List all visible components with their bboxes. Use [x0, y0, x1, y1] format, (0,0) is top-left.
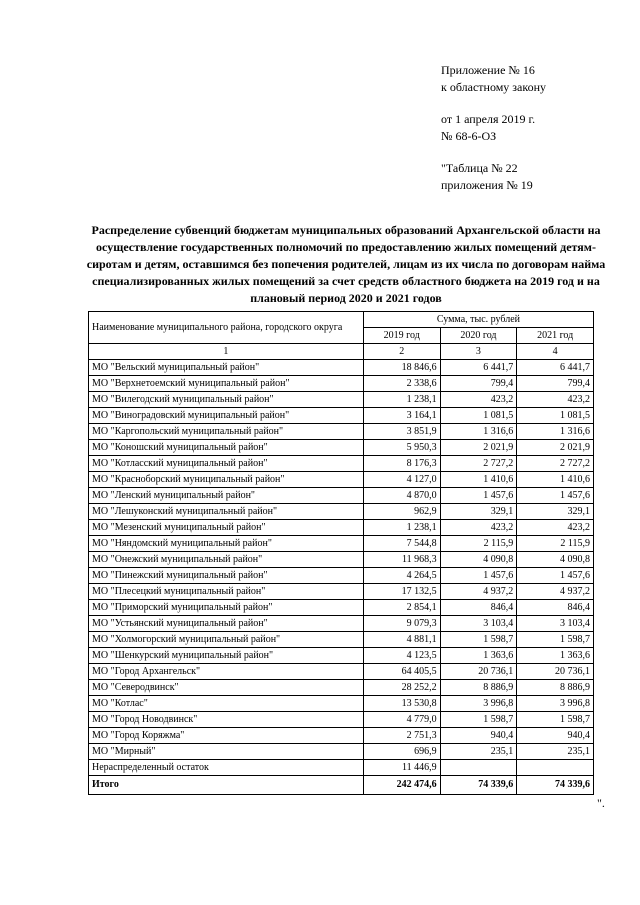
row-value: 1 238,1 — [363, 392, 440, 408]
row-name: МО "Каргопольский муниципальный район" — [89, 424, 364, 440]
row-value: 4 264,5 — [363, 568, 440, 584]
row-value: 2 751,3 — [363, 728, 440, 744]
table-row — [89, 648, 594, 664]
table-row — [89, 424, 594, 440]
row-value: 20 736,1 — [440, 664, 517, 680]
row-value: 846,4 — [517, 600, 594, 616]
row-value: 1 457,6 — [517, 568, 594, 584]
row-value: 696,9 — [363, 744, 440, 760]
row-value: 1 081,5 — [517, 408, 594, 424]
table-row — [89, 632, 594, 648]
row-name: МО "Город Коряжма" — [89, 728, 364, 744]
row-name: МО "Коношский муниципальный район" — [89, 440, 364, 456]
row-value: 235,1 — [517, 744, 594, 760]
row-value: 4 881,1 — [363, 632, 440, 648]
row-value: 1 410,6 — [440, 472, 517, 488]
table-body — [89, 360, 594, 776]
row-value: 8 886,9 — [440, 680, 517, 696]
row-name: МО "Холмогорский муниципальный район" — [89, 632, 364, 648]
table-row — [89, 616, 594, 632]
row-value: 1 457,6 — [440, 488, 517, 504]
row-value: 2 338,6 — [363, 376, 440, 392]
table-row — [89, 712, 594, 728]
row-value: 3 851,9 — [363, 424, 440, 440]
row-name: МО "Пинежский муниципальный район" — [89, 568, 364, 584]
row-name: МО "Приморский муниципальный район" — [89, 600, 364, 616]
row-value: 2 854,1 — [363, 600, 440, 616]
row-value: 2 727,2 — [440, 456, 517, 472]
row-name: МО "Красноборский муниципальный район" — [89, 472, 364, 488]
row-value: 235,1 — [440, 744, 517, 760]
row-name: МО "Ленский муниципальный район" — [89, 488, 364, 504]
row-name: Нераспределенный остаток — [89, 760, 364, 776]
row-value: 11 446,9 — [363, 760, 440, 776]
row-value: 329,1 — [517, 504, 594, 520]
table-row — [89, 744, 594, 760]
row-name: МО "Виноградовский муниципальный район" — [89, 408, 364, 424]
header-name: Наименование муниципального района, городского округа — [89, 312, 364, 344]
row-value: 2 021,9 — [517, 440, 594, 456]
total-row — [89, 776, 594, 795]
row-value: 1 457,6 — [517, 488, 594, 504]
row-value: 799,4 — [517, 376, 594, 392]
table-row — [89, 408, 594, 424]
row-value — [517, 760, 594, 776]
row-value: 8 176,3 — [363, 456, 440, 472]
row-value: 423,2 — [440, 520, 517, 536]
total-2019: 242 474,6 — [363, 776, 440, 795]
row-value: 940,4 — [440, 728, 517, 744]
row-value: 1 316,6 — [440, 424, 517, 440]
table-row — [89, 760, 594, 776]
row-value: 64 405,5 — [363, 664, 440, 680]
annex-date: от 1 апреля 2019 г. — [441, 112, 536, 126]
annex-law-number: № 68-6-ОЗ — [441, 129, 497, 143]
col-number: 4 — [517, 344, 594, 360]
row-value: 1 081,5 — [440, 408, 517, 424]
annex-appendix: приложения № 19 — [441, 178, 533, 192]
row-value: 8 886,9 — [517, 680, 594, 696]
row-name: МО "Плесецкий муниципальный район" — [89, 584, 364, 600]
row-value: 4 123,5 — [363, 648, 440, 664]
row-value: 2 727,2 — [517, 456, 594, 472]
row-name: МО "Мирный" — [89, 744, 364, 760]
row-name: МО "Город Новодвинск" — [89, 712, 364, 728]
row-name: МО "Шенкурский муниципальный район" — [89, 648, 364, 664]
header-year-2021: 2021 год — [517, 328, 594, 344]
annex-header — [441, 62, 631, 194]
row-value: 3 996,8 — [440, 696, 517, 712]
row-value: 4 779,0 — [363, 712, 440, 728]
header-year-2020: 2020 год — [440, 328, 517, 344]
row-value: 846,4 — [440, 600, 517, 616]
row-value: 3 164,1 — [363, 408, 440, 424]
row-value: 1 363,6 — [440, 648, 517, 664]
row-name: МО "Котлас" — [89, 696, 364, 712]
row-value: 1 598,7 — [517, 712, 594, 728]
table-row — [89, 568, 594, 584]
row-name: МО "Вельский муниципальный район" — [89, 360, 364, 376]
annex-number: Приложение № 16 — [441, 63, 535, 77]
row-value: 423,2 — [517, 520, 594, 536]
row-value: 11 968,3 — [363, 552, 440, 568]
col-number: 3 — [440, 344, 517, 360]
col-number: 2 — [363, 344, 440, 360]
table-row — [89, 536, 594, 552]
row-value: 4 090,8 — [440, 552, 517, 568]
row-value: 329,1 — [440, 504, 517, 520]
table-row — [89, 392, 594, 408]
table-row — [89, 488, 594, 504]
table-row — [89, 680, 594, 696]
row-value: 3 996,8 — [517, 696, 594, 712]
row-name: МО "Вилегодский муниципальный район" — [89, 392, 364, 408]
header-year-2019: 2019 год — [363, 328, 440, 344]
closing-quote: ". — [597, 796, 605, 810]
row-value: 2 115,9 — [440, 536, 517, 552]
row-value: 4 090,8 — [517, 552, 594, 568]
table-row — [89, 360, 594, 376]
distribution-table — [88, 311, 594, 795]
row-value: 20 736,1 — [517, 664, 594, 680]
row-value: 1 598,7 — [440, 632, 517, 648]
row-name: МО "Котласский муниципальный район" — [89, 456, 364, 472]
row-name: МО "Верхнетоемский муниципальный район" — [89, 376, 364, 392]
row-value: 1 363,6 — [517, 648, 594, 664]
row-value: 2 021,9 — [440, 440, 517, 456]
table-row — [89, 552, 594, 568]
col-number: 1 — [89, 344, 364, 360]
table-row — [89, 584, 594, 600]
row-value: 3 103,4 — [440, 616, 517, 632]
row-value: 17 132,5 — [363, 584, 440, 600]
table-row — [89, 472, 594, 488]
total-2020: 74 339,6 — [440, 776, 517, 795]
row-name: МО "Город Архангельск" — [89, 664, 364, 680]
row-value: 18 846,6 — [363, 360, 440, 376]
row-name: МО "Мезенский муниципальный район" — [89, 520, 364, 536]
table-row — [89, 728, 594, 744]
row-value: 5 950,3 — [363, 440, 440, 456]
row-value: 3 103,4 — [517, 616, 594, 632]
row-value: 7 544,8 — [363, 536, 440, 552]
row-value: 423,2 — [440, 392, 517, 408]
table-row — [89, 456, 594, 472]
row-name: МО "Северодвинск" — [89, 680, 364, 696]
header-sum: Сумма, тыс. рублей — [363, 312, 593, 328]
row-value: 1 410,6 — [517, 472, 594, 488]
table-row — [89, 376, 594, 392]
row-value: 962,9 — [363, 504, 440, 520]
row-value: 799,4 — [440, 376, 517, 392]
row-value: 423,2 — [517, 392, 594, 408]
row-value: 2 115,9 — [517, 536, 594, 552]
total-2021: 74 339,6 — [517, 776, 594, 795]
row-name: МО "Няндомский муниципальный район" — [89, 536, 364, 552]
row-value: 13 530,8 — [363, 696, 440, 712]
row-name: МО "Лешуконский муниципальный район" — [89, 504, 364, 520]
table-row — [89, 600, 594, 616]
row-value: 6 441,7 — [517, 360, 594, 376]
row-value: 4 937,2 — [517, 584, 594, 600]
row-name: МО "Онежский муниципальный район" — [89, 552, 364, 568]
row-value: 4 127,0 — [363, 472, 440, 488]
document-title: Распределение субвенций бюджетам муниципальных образований Архангельской области на осуществление государственных полномочий по предоставлению жилых помещений детям-сиротам и детям, оставшимся без попечения родителей, лицам из их числа по договорам найма специализированных жилых помещений за счет средств областного бюджета на 2019 год и на плановый период 2020 и 2021 годов — [86, 223, 606, 305]
row-value: 1 457,6 — [440, 568, 517, 584]
row-value: 1 316,6 — [517, 424, 594, 440]
table-row — [89, 504, 594, 520]
table-row — [89, 696, 594, 712]
annex-table-number: "Таблица № 22 — [441, 161, 518, 175]
table-row — [89, 440, 594, 456]
row-value — [440, 760, 517, 776]
table-row — [89, 664, 594, 680]
row-name: МО "Устьянский муниципальный район" — [89, 616, 364, 632]
annex-law: к областному закону — [441, 80, 547, 94]
row-value: 1 598,7 — [440, 712, 517, 728]
row-value: 1 598,7 — [517, 632, 594, 648]
row-value: 940,4 — [517, 728, 594, 744]
row-value: 1 238,1 — [363, 520, 440, 536]
row-value: 4 937,2 — [440, 584, 517, 600]
row-value: 6 441,7 — [440, 360, 517, 376]
total-label: Итого — [89, 776, 364, 795]
row-value: 28 252,2 — [363, 680, 440, 696]
table-row — [89, 520, 594, 536]
row-value: 4 870,0 — [363, 488, 440, 504]
row-value: 9 079,3 — [363, 616, 440, 632]
